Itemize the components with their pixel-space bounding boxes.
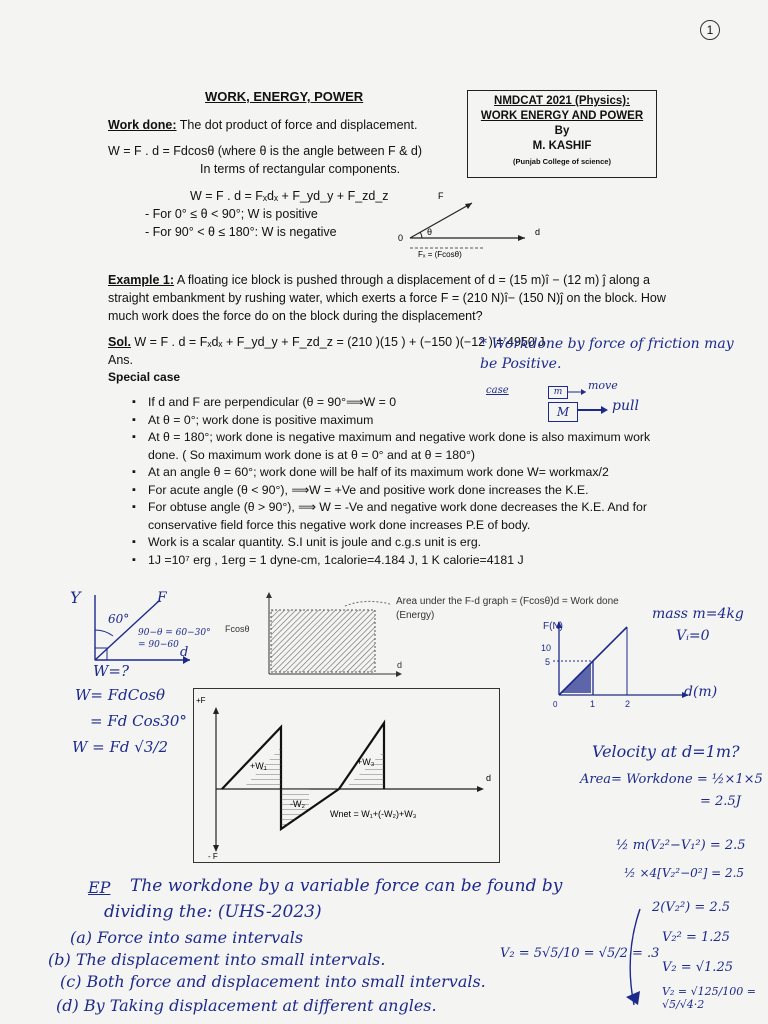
w-equation-1: W= FdCosθ (75, 686, 165, 704)
angle-equation: 90−θ = 60−30° (138, 628, 211, 638)
angle-60-label: 60° (108, 612, 130, 626)
small-block: m (548, 386, 568, 399)
f-vector-label: F (157, 590, 167, 606)
special-case-heading: Special case (108, 370, 181, 384)
rect-components-bullet: In terms of rectangular components. (200, 162, 401, 176)
w-question: W=? (93, 662, 130, 680)
d-label: d (535, 227, 541, 237)
exercise-question: The workdone by a variable force can be found by (130, 876, 563, 896)
w-equation-2: = Fd Cos30° (90, 712, 187, 730)
special-case-item: ▪ 1J =10⁷ erg , 1erg = 1 dyne-cm, 1calorie=4.184 J, 1 K calorie=4181 J (148, 552, 668, 570)
variable-force-graph (193, 688, 500, 863)
neg-f-label: - F (208, 852, 218, 861)
ten-label: 10 (541, 643, 552, 653)
special-case-item: ▪ If d and F are perpendicular (θ = 90°⟹W = 0 (148, 394, 478, 412)
velocity-graph (535, 615, 718, 720)
box-line-1: NMDCAT 2021 (Physics): (494, 95, 630, 107)
ke-line-4: V₂² = 1.25 (662, 930, 730, 945)
variable-force-svg (194, 689, 499, 862)
special-case-item: ▪ At θ = 180°; work done is negative maximum and negative work done is also maximum work done. ( So maximum work done is at θ = 0° and at θ = 180°) (148, 429, 668, 464)
option-a: (a) Force into same intervals (70, 928, 304, 947)
ke-line-5: V₂ = √1.25 (662, 960, 733, 975)
vi-note: Vᵢ=0 (676, 628, 710, 644)
friction-case-label: case (486, 385, 509, 396)
work-done-heading: Work done: (108, 118, 177, 132)
friction-arrows (566, 384, 616, 420)
f-label: F (438, 191, 444, 201)
fd-xlabel: d (397, 660, 403, 670)
area-result: = 2.5J (700, 794, 741, 809)
special-case-item: ▪ For obtuse angle (θ > 90°), ⟹ W = -Ve and negative work done decreases the K.E. And for conservative field force this negative work done increases P.E of body. (148, 499, 668, 534)
pos-f-label: +F (196, 696, 206, 705)
box-line-4: M. KASHIF (532, 140, 592, 152)
fn-label: F(N) (543, 621, 563, 632)
rect-formula: W = F . d = Fₓdₓ + F_yd_y + F_zd_z (190, 189, 389, 203)
zero-label: 0 (553, 700, 558, 709)
example-1-text: A floating ice block is pushed through a displacement of d = (15 m)î − (12 m) ĵ along a straight embankment by rushing water, which exerts a force F = (210 N)î− (150 N)ĵ on the block. How much work does the force do on the block during the displacement? (108, 273, 666, 323)
exercise-question-2: dividing the: (UHS-2023) (104, 902, 322, 922)
origin-label: 0 (398, 233, 404, 243)
w1-label: +W₁ (250, 761, 267, 771)
friction-note-line-1: * Workdone by force of friction may (480, 336, 734, 352)
ke-line-1: ½ m(V₂²−V₁²) = 2.5 (616, 838, 746, 853)
author-box (467, 90, 657, 178)
negative-case: - For 90° < θ ≤ 180°: W is negative (145, 225, 337, 239)
positive-case: - For 0° ≤ θ < 90°; W is positive (145, 207, 318, 221)
work-done-formula: W = F . d = Fdcosθ (where θ is the angle between F & d) (108, 144, 423, 158)
solution-label: Sol. (108, 335, 131, 349)
two-label: 2 (625, 699, 631, 709)
special-case-item: ▪ Work is a scalar quantity. S.I unit is joule and c.g.s unit is erg. (148, 534, 668, 552)
ke-line-6: V₂ = √125/100 = √5/√4·2 (662, 985, 756, 1011)
example-1-heading: Example 1: (108, 273, 175, 287)
special-case-item: ▪ At an angle θ = 60°; work done will be half of its maximum work done W= workmax/2 (148, 464, 668, 482)
theta-label: θ (427, 227, 433, 237)
w2-label: -W₂ (290, 799, 305, 809)
bracket-arrow (620, 905, 660, 1015)
fd-ylabel: Fcosθ (225, 624, 250, 634)
fd-area-graph (225, 590, 410, 680)
var-d-label: d (486, 773, 492, 783)
mass-note: mass m=4kg (652, 606, 744, 622)
page-title: WORK, ENERGY, POWER (205, 89, 364, 104)
move-label: move (588, 379, 618, 392)
special-case-item: ▪ For acute angle (θ < 90°), ⟹W = +Ve and positive work done increases the K.E. (148, 482, 668, 500)
page-number: 1 (700, 20, 720, 40)
option-d: (d) By Taking displacement at different angles. (56, 996, 437, 1015)
d-vector-label: d (180, 645, 189, 660)
special-case-list (148, 394, 668, 569)
example-1 (108, 271, 668, 325)
y-axis-label: Y (70, 588, 81, 607)
dm-label: d(m) (684, 684, 718, 700)
wnet-label: Wnet = W₁+(-W₂)+W₃ (330, 809, 417, 819)
box-line-3: By (554, 125, 570, 137)
fd-caption: Area under the F-d graph = (Fcosθ)d = Work done (396, 596, 619, 607)
exercise-label: EP (88, 878, 111, 897)
big-block: M (548, 402, 578, 422)
work-done-definition (108, 116, 468, 134)
option-c: (c) Both force and displacement into small intervals. (60, 972, 486, 991)
w3-label: +W₃ (357, 757, 375, 767)
v2-calc: V₂ = 5√5/10 = √5/2 = .3 (500, 946, 660, 961)
solution-text: W = F . d = Fₓdₓ + F_yd_y + F_zd_z = (210 )(15 ) + (−150 )(−12 ) = 4950 J Ans. (108, 335, 545, 367)
angle-equation-2: = 90−60 (138, 640, 179, 650)
force-displacement-figure (390, 185, 550, 260)
ke-line-3: 2(V₂²) = 2.5 (652, 900, 731, 915)
five-label: 5 (545, 657, 551, 667)
area-work-line: Area= Workdone = ½×1×5 (580, 772, 763, 787)
box-line-5: (Punjab College of science) (513, 157, 611, 166)
box-line-2: WORK ENERGY AND POWER (480, 110, 644, 122)
friction-note-line-2: be Positive. (480, 356, 562, 372)
w-equation-3: W = Fd √3/2 (72, 738, 168, 756)
special-case-item: ▪ At θ = 0°; work done is positive maximum (148, 412, 668, 430)
ke-line-2: ½ ×4[V₂²−0²] = 2.5 (624, 866, 745, 880)
velocity-question: Velocity at d=1m? (592, 742, 740, 761)
work-done-text: The dot product of force and displacement. (179, 118, 418, 132)
option-b: (b) The displacement into small intervals. (48, 950, 386, 969)
fx-label: Fₓ = (Fcosθ) (418, 250, 462, 259)
pull-label: pull (612, 398, 639, 414)
fd-caption-2: (Energy) (396, 610, 435, 621)
one-label: 1 (590, 699, 596, 709)
